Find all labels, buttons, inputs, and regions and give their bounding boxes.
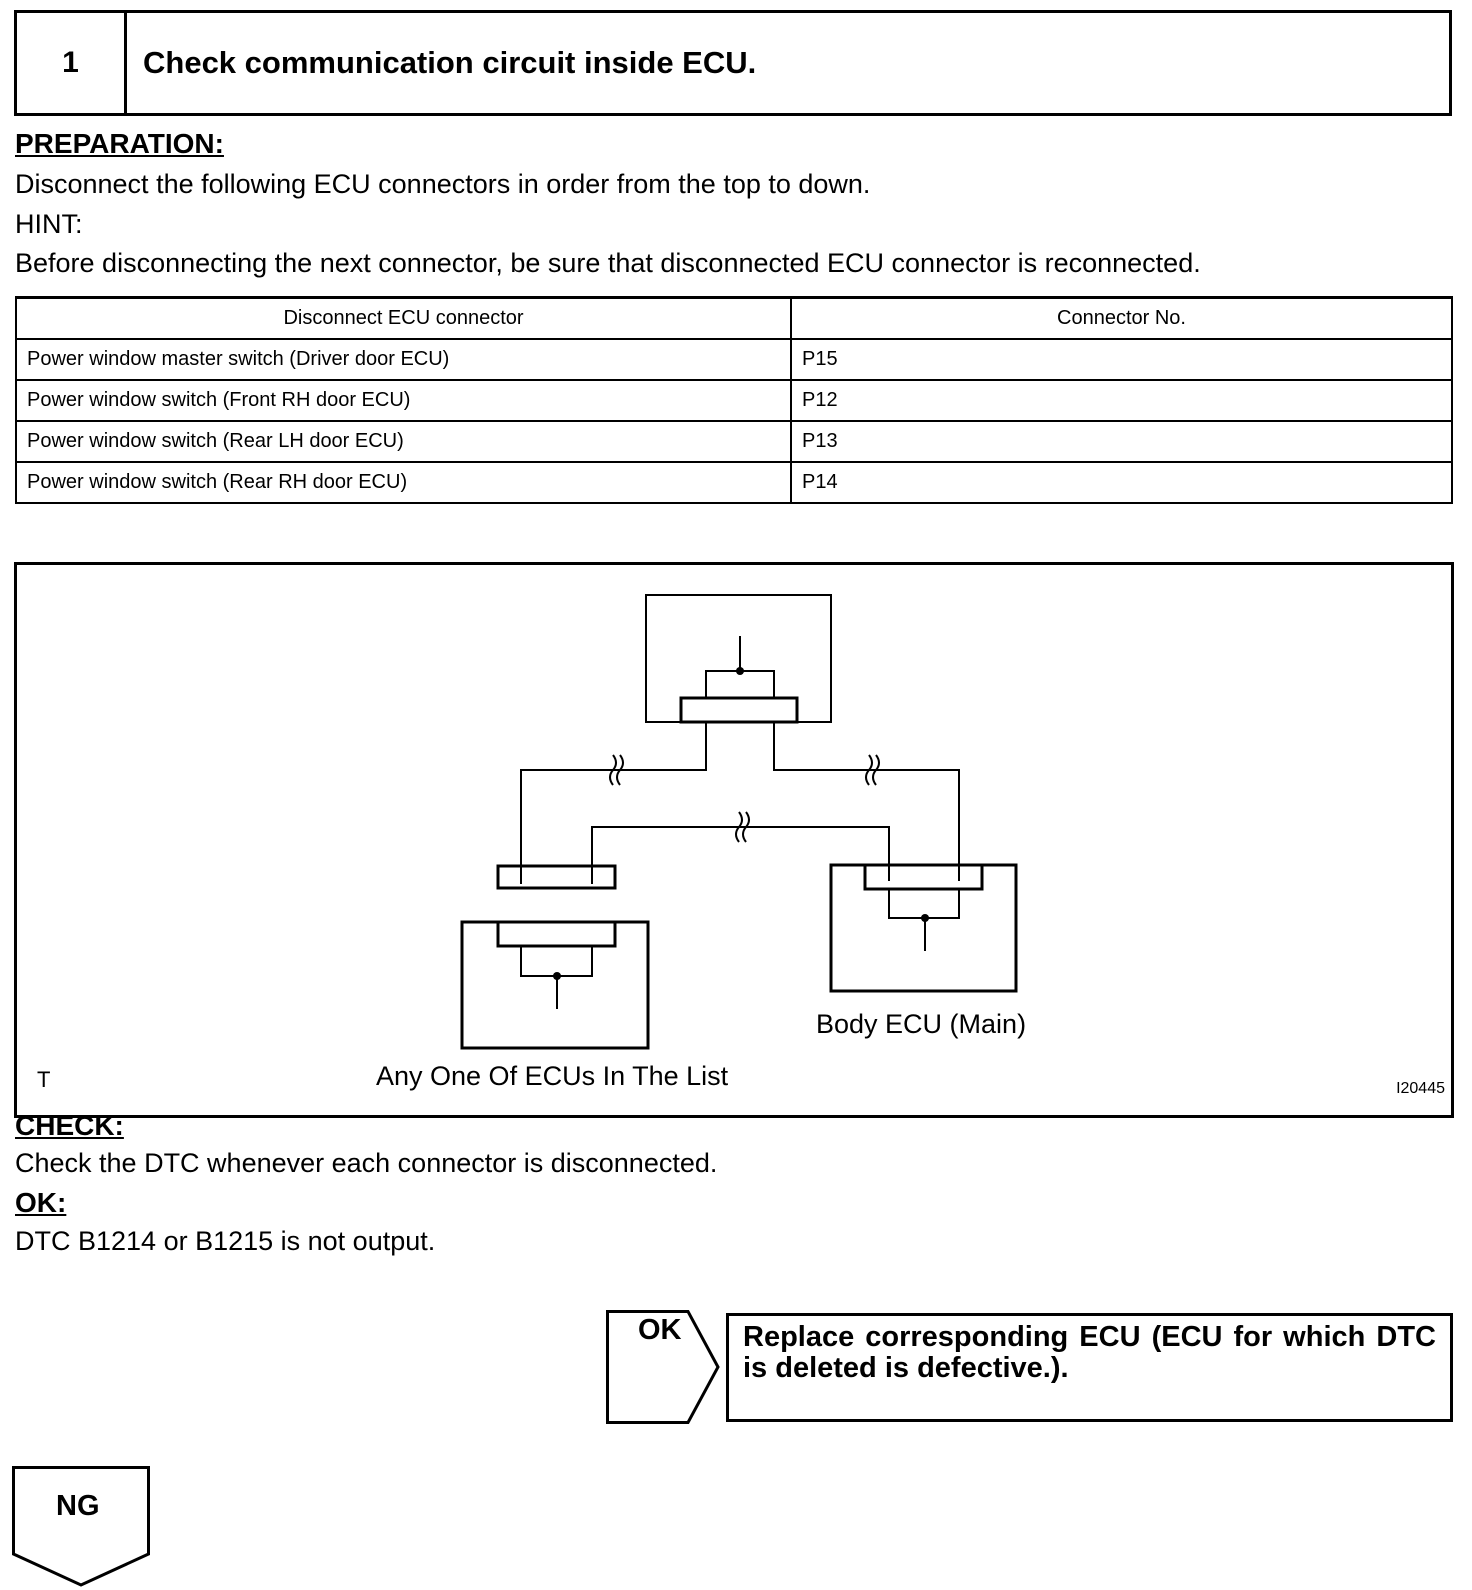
table-row <box>16 421 1452 462</box>
step-title: Check communication circuit inside ECU. <box>143 45 757 80</box>
table-cell-ecu: Power window master switch (Driver door ECU) <box>16 339 791 380</box>
body-ecu-label: Body ECU (Main) <box>816 1009 1027 1039</box>
body-ecu-connector <box>865 865 982 889</box>
ok-arrow-label: OK <box>638 1314 682 1346</box>
hint-label: HINT: <box>15 209 83 239</box>
wire-right <box>774 722 959 881</box>
step-number: 1 <box>17 13 127 113</box>
wiring-diagram-svg <box>17 565 1451 1115</box>
wire-middle <box>592 827 889 884</box>
table-cell-ecu: Power window switch (Rear LH door ECU) <box>16 421 791 462</box>
diagram-corner-letter: T <box>37 1067 51 1092</box>
wiring-diagram <box>14 562 1454 1118</box>
table-cell-ecu: Power window switch (Front RH door ECU) <box>16 380 791 421</box>
circuit-wires <box>521 722 959 884</box>
top-ecu-junction-dot <box>736 667 744 675</box>
check-text: Check the DTC whenever each connector is disconnected. <box>15 1148 718 1178</box>
check-heading: CHECK: <box>15 1110 124 1141</box>
body-ecu <box>831 865 1016 991</box>
body-ecu-body <box>831 865 1016 991</box>
table-row <box>16 339 1452 380</box>
body-ecu-junction-dot <box>921 914 929 922</box>
hint-text: Before disconnecting the next connector, be sure that disconnected ECU connector is reconnected. <box>15 248 1201 278</box>
ok-heading: OK: <box>15 1187 67 1218</box>
table-row <box>16 462 1452 503</box>
table-cell-connector: P12 <box>791 380 1452 421</box>
top-ecu-body <box>646 595 831 722</box>
table-cell-ecu: Power window switch (Rear RH door ECU) <box>16 462 791 503</box>
table-row <box>16 380 1452 421</box>
any-ecu <box>462 922 648 1048</box>
table-cell-connector: P14 <box>791 462 1452 503</box>
any-ecu-body <box>462 922 648 1048</box>
ng-arrow-shape <box>14 1468 149 1586</box>
preparation-text: Disconnect the following ECU connectors in order from the top to down. <box>15 169 871 199</box>
top-ecu-connector <box>681 698 797 722</box>
table-header-row <box>16 298 1452 339</box>
any-ecu-connector <box>498 922 615 946</box>
table-header-connector: Connector No. <box>791 298 1452 339</box>
body-ecu-internal-wire <box>889 889 959 918</box>
ok-result-box <box>726 1313 1453 1422</box>
table-header-ecu: Disconnect ECU connector <box>16 298 791 339</box>
table-cell-connector: P15 <box>791 339 1452 380</box>
any-ecu-junction-dot <box>553 972 561 980</box>
ng-arrow-label: NG <box>56 1490 100 1522</box>
step-header <box>14 10 1452 116</box>
any-ecu-internal-wire <box>521 946 592 976</box>
connector-table <box>15 296 1453 504</box>
any-ecu-label: Any One Of ECUs In The List <box>376 1061 729 1091</box>
preparation-heading: PREPARATION: <box>15 128 224 159</box>
top-ecu-internal-wire <box>706 671 774 698</box>
wire-break-marks <box>610 755 879 842</box>
ok-result-text: Replace corresponding ECU (ECU for which DTC is deleted is defective.). <box>743 1321 1436 1384</box>
table-cell-connector: P13 <box>791 421 1452 462</box>
top-ecu <box>646 595 831 722</box>
wire-left <box>521 722 706 884</box>
ok-text: DTC B1214 or B1215 is not output. <box>15 1226 436 1256</box>
left-harness-connector <box>498 866 615 888</box>
ng-arrow <box>12 1466 150 1588</box>
figure-id: I20445 <box>1396 1080 1445 1097</box>
